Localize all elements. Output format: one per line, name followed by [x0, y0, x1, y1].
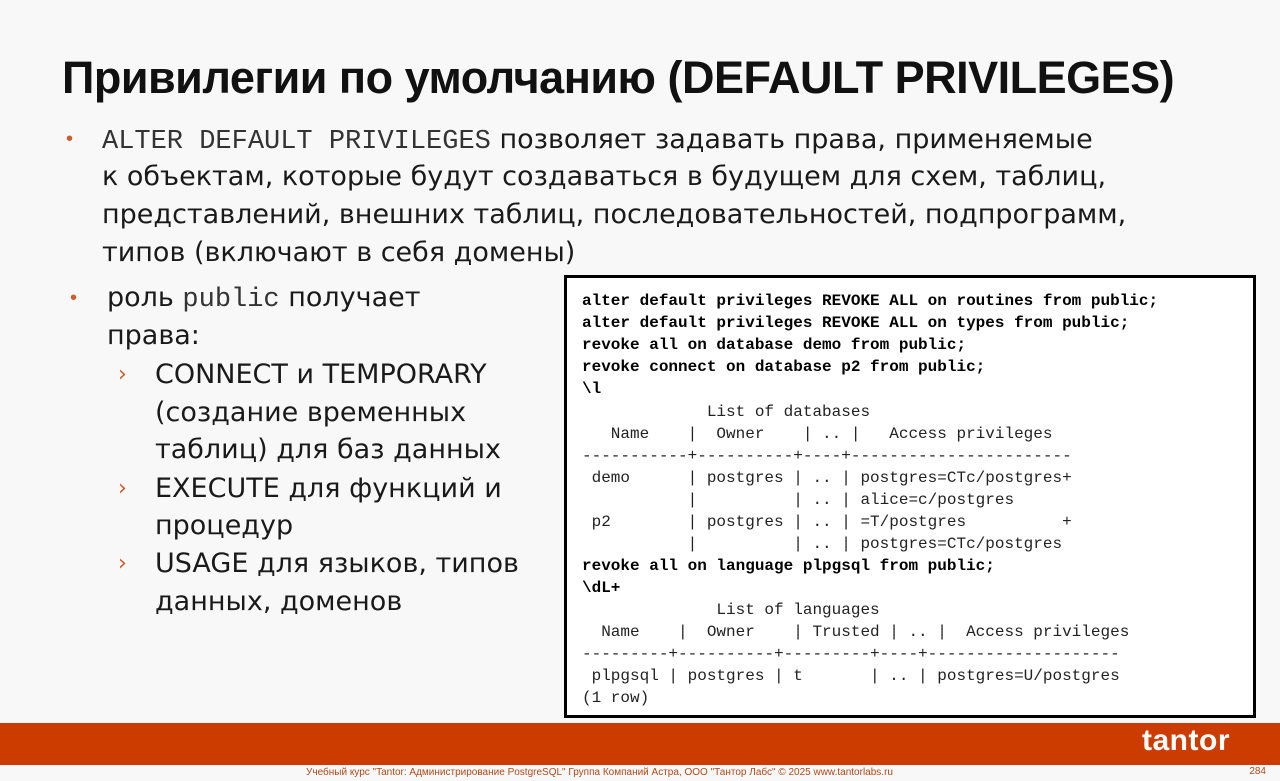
code-line: | | .. | alice=c/postgres	[582, 491, 1015, 509]
footer-bar	[0, 723, 1280, 765]
code-line: demo | postgres | .. | postgres=CTc/postgres+	[582, 469, 1072, 487]
bullet1-line1-rest: позволяет задавать права, применяемые	[490, 124, 1093, 155]
footer-text: Учебный курс "Tantor: Администрирование PostgreSQL" Группа Компаний Астра, ООО "Тантор Лабс" © 2025 www.tantorlabs.ru	[306, 767, 893, 778]
bullet1-line2: к объектам, которые будут создаваться в будущем для схем, таблиц,	[102, 161, 1107, 192]
bullet1-code: ALTER DEFAULT PRIVILEGES	[102, 127, 491, 157]
bullet1-line3: представлений, внешних таблиц, последовательностей, подпрограмм,	[102, 199, 1127, 230]
code-line: revoke all on language plpgsql from public;	[582, 557, 995, 575]
code-line: p2 | postgres | .. | =T/postgres +	[582, 513, 1072, 531]
sub-item-3-line1: USAGE для языков, типов	[155, 548, 519, 579]
code-line: alter default privileges REVOKE ALL on routines from public;	[582, 292, 1159, 310]
code-line: \dL+	[582, 579, 621, 597]
code-line: ---------+----------+---------+----+--------------------	[582, 645, 1120, 663]
code-line: List of languages	[582, 601, 880, 619]
code-line: revoke all on database demo from public;	[582, 336, 967, 354]
code-line: alter default privileges REVOKE ALL on types from public;	[582, 314, 1130, 332]
code-line: Name | Owner | Trusted | .. | Access privileges	[582, 623, 1130, 641]
bullet2-suffix: получает	[279, 282, 421, 313]
sub-item-2-line2: процедур	[155, 510, 294, 541]
page-number: 284	[1249, 766, 1266, 777]
code-line: \l	[582, 380, 602, 398]
bullet-marker: •	[66, 128, 74, 150]
code-box	[564, 275, 1256, 718]
sub-bullet-marker: ›	[118, 476, 127, 501]
sub-bullet-marker: ›	[118, 362, 127, 387]
code-line: | | .. | postgres=CTc/postgres	[582, 535, 1063, 553]
bullet2-prefix: роль	[107, 282, 183, 313]
sub-item-1-line3: таблиц) для баз данных	[155, 434, 501, 465]
code-line: -----------+----------+----+-----------------------	[582, 447, 1072, 465]
code-line: List of databases	[582, 403, 871, 421]
bullet2-line1	[107, 279, 420, 320]
slide-title: Привилегии по умолчанию (DEFAULT PRIVILEGES)	[62, 52, 1175, 103]
code-line: (1 row)	[582, 689, 650, 707]
bullet1-line1	[102, 121, 1093, 162]
bullet1-line4: типов (включают в себя домены)	[102, 237, 576, 268]
sub-item-3-line2: данных, доменов	[155, 586, 403, 617]
sub-item-2-line1: EXECUTE для функций и	[155, 473, 502, 504]
bullet2-line2: права:	[107, 320, 200, 351]
bullet-marker: •	[70, 287, 78, 309]
tantor-logo: tantor	[1142, 724, 1230, 757]
bullet2-code: public	[182, 285, 280, 315]
sub-bullet-marker: ›	[118, 551, 127, 576]
code-line: revoke connect on database p2 from public;	[582, 358, 986, 376]
sub-item-1-line2: (создание временных	[155, 397, 467, 428]
code-line: plpgsql | postgres | t | .. | postgres=U/postgres	[582, 667, 1120, 685]
sub-item-1-line1: CONNECT и TEMPORARY	[155, 359, 487, 390]
code-line: Name | Owner | .. | Access privileges	[582, 425, 1053, 443]
